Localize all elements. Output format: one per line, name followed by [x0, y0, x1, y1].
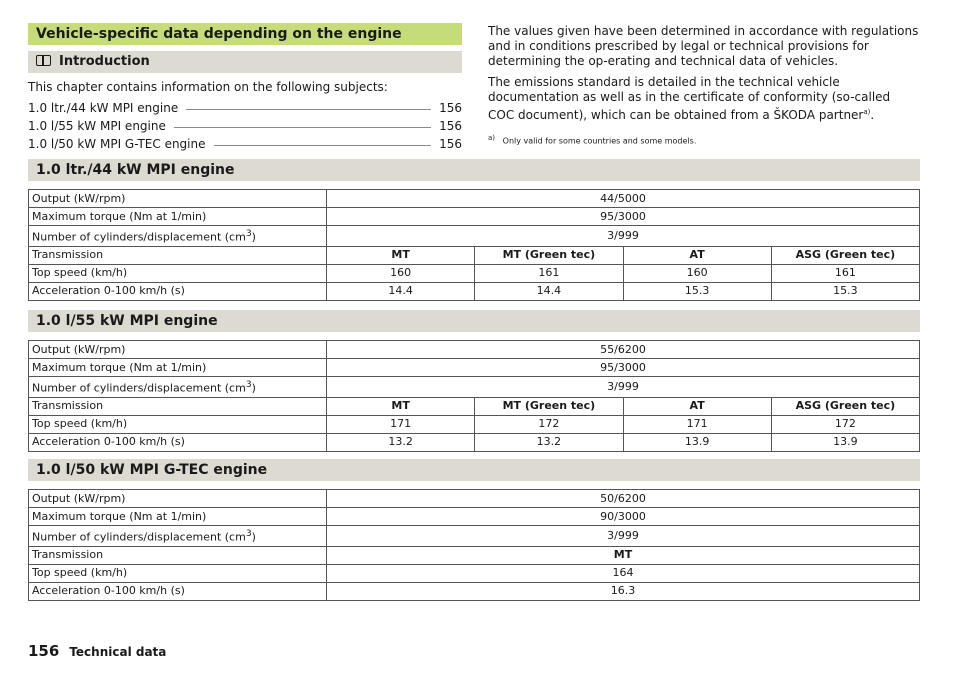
table-row	[29, 190, 920, 208]
transmission-value: MT	[327, 246, 475, 264]
regulations-paragraph: The values given have been determined in accordance with regulations and in conditions prescribed by legal or technical provisions for determining the op-erating and technical data of vehicles.	[488, 24, 919, 68]
table-row	[29, 226, 920, 247]
output-value: 44/5000	[327, 190, 920, 208]
chapter-header-band: Vehicle-specific data depending on the engine	[28, 23, 462, 45]
table-row	[29, 546, 920, 564]
table-row	[29, 433, 920, 451]
spec-table	[28, 340, 920, 452]
speed-value: 171	[623, 415, 771, 433]
spec-table	[28, 489, 920, 601]
cyl-label-text: Number of cylinders/displacement (cm	[32, 530, 246, 544]
row-label	[29, 377, 327, 398]
transmission-value: MT	[327, 397, 475, 415]
speed-value: 161	[475, 264, 623, 282]
cyl-label-sup: 3	[245, 228, 252, 239]
acceleration-value: 15.3	[771, 282, 919, 300]
speed-value: 172	[475, 415, 623, 433]
row-label: Top speed (km/h)	[29, 564, 327, 582]
row-label: Top speed (km/h)	[29, 415, 327, 433]
torque-value: 95/3000	[327, 359, 920, 377]
emissions-paragraph-text: The emissions standard is detailed in the technical vehicle documentation as well as in the certificate of conformity (so-called COC document), which can be obtained from a ŠKODA partner	[488, 75, 891, 122]
table-row	[29, 377, 920, 398]
introduction-heading-text: Introduction	[59, 54, 150, 69]
cyl-label-end: )	[251, 530, 256, 544]
section-title: 1.0 l/55 kW MPI engine	[28, 310, 920, 332]
table-row	[29, 359, 920, 377]
speed-value: 164	[327, 564, 920, 582]
speed-value: 160	[623, 264, 771, 282]
section-title: 1.0 ltr./44 kW MPI engine	[28, 159, 920, 181]
transmission-value: MT	[327, 546, 920, 564]
row-label	[29, 226, 327, 247]
transmission-value: AT	[623, 246, 771, 264]
cyl-label-sup: 3	[245, 528, 252, 539]
table-row	[29, 526, 920, 547]
transmission-value: ASG (Green tec)	[771, 246, 919, 264]
toc-entry-label: 1.0 l/50 kW MPI G-TEC engine	[28, 137, 206, 151]
table-row	[29, 582, 920, 600]
toc-entry-page: 156	[439, 119, 462, 133]
table-row	[29, 208, 920, 226]
row-label: Output (kW/rpm)	[29, 490, 327, 508]
row-label: Maximum torque (Nm at 1/min)	[29, 359, 327, 377]
cyl-label-end: )	[251, 381, 256, 395]
cylinders-value: 3/999	[327, 226, 920, 247]
output-value: 55/6200	[327, 341, 920, 359]
table-row	[29, 508, 920, 526]
cyl-label-sup: 3	[245, 379, 252, 390]
row-label: Transmission	[29, 397, 327, 415]
transmission-value: MT (Green tec)	[475, 397, 623, 415]
acceleration-value: 13.9	[623, 433, 771, 451]
intro-lead: This chapter contains information on the following subjects:	[28, 80, 388, 94]
table-row	[29, 397, 920, 415]
toc-entry-page: 156	[439, 137, 462, 151]
row-label: Transmission	[29, 246, 327, 264]
acceleration-value: 13.2	[475, 433, 623, 451]
transmission-value: MT (Green tec)	[475, 246, 623, 264]
toc-entry[interactable]	[28, 133, 462, 151]
table-row	[29, 246, 920, 264]
acceleration-value: 13.2	[327, 433, 475, 451]
acceleration-value: 13.9	[771, 433, 919, 451]
row-label: Output (kW/rpm)	[29, 190, 327, 208]
table-row	[29, 264, 920, 282]
speed-value: 171	[327, 415, 475, 433]
emissions-paragraph	[488, 75, 920, 123]
torque-value: 90/3000	[327, 508, 920, 526]
cyl-label-text: Number of cylinders/displacement (cm	[32, 381, 246, 395]
toc-entry[interactable]	[28, 115, 462, 133]
cyl-label-text: Number of cylinders/displacement (cm	[32, 230, 246, 244]
cylinders-value: 3/999	[327, 377, 920, 398]
row-label: Top speed (km/h)	[29, 264, 327, 282]
row-label	[29, 526, 327, 547]
table-row	[29, 564, 920, 582]
book-icon	[36, 55, 51, 66]
table-row	[29, 490, 920, 508]
speed-value: 172	[771, 415, 919, 433]
section-title: 1.0 l/50 kW MPI G-TEC engine	[28, 459, 920, 481]
acceleration-value: 14.4	[327, 282, 475, 300]
transmission-value: ASG (Green tec)	[771, 397, 919, 415]
page-footer	[28, 642, 166, 660]
emissions-paragraph-end: .	[870, 108, 875, 122]
footnote-marker: a)	[863, 108, 871, 116]
row-label: Maximum torque (Nm at 1/min)	[29, 208, 327, 226]
regulations-note	[488, 24, 920, 147]
row-label: Maximum torque (Nm at 1/min)	[29, 508, 327, 526]
cylinders-value: 3/999	[327, 526, 920, 547]
footnote-text: Only valid for some countries and some models.	[502, 136, 697, 146]
row-label: Output (kW/rpm)	[29, 341, 327, 359]
introduction-heading	[28, 51, 462, 73]
row-label: Acceleration 0-100 km/h (s)	[29, 582, 327, 600]
row-label: Transmission	[29, 546, 327, 564]
acceleration-value: 15.3	[623, 282, 771, 300]
toc-entry-page: 156	[439, 101, 462, 115]
toc-entry-label: 1.0 l/55 kW MPI engine	[28, 119, 166, 133]
toc-entry[interactable]	[28, 97, 462, 115]
cyl-label-end: )	[251, 230, 256, 244]
row-label: Acceleration 0-100 km/h (s)	[29, 282, 327, 300]
table-row	[29, 282, 920, 300]
table-row	[29, 341, 920, 359]
row-label: Acceleration 0-100 km/h (s)	[29, 433, 327, 451]
page-number: 156	[28, 642, 60, 660]
speed-value: 160	[327, 264, 475, 282]
transmission-value: AT	[623, 397, 771, 415]
acceleration-value: 16.3	[327, 582, 920, 600]
torque-value: 95/3000	[327, 208, 920, 226]
footer-label: Technical data	[69, 645, 167, 659]
output-value: 50/6200	[327, 490, 920, 508]
acceleration-value: 14.4	[475, 282, 623, 300]
table-of-contents	[28, 97, 462, 151]
toc-entry-label: 1.0 ltr./44 kW MPI engine	[28, 101, 179, 115]
footnote	[488, 133, 920, 147]
speed-value: 161	[771, 264, 919, 282]
table-row	[29, 415, 920, 433]
spec-table	[28, 189, 920, 301]
footnote-mark: a)	[488, 134, 496, 142]
